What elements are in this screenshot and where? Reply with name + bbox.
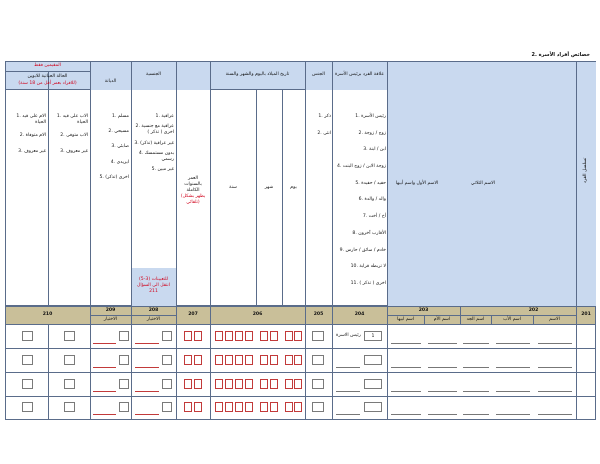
- year-box-2[interactable]: [235, 331, 243, 341]
- father-name-field[interactable]: [496, 367, 530, 368]
- code-209: 209: [105, 308, 116, 313]
- day-box-1[interactable]: [294, 402, 302, 412]
- age-box-1[interactable]: [194, 402, 202, 412]
- relation-code-box[interactable]: [364, 379, 382, 389]
- relation-options: 1. رئيس الأسرة 2. زوج / زوجة 3. ابن / ابنة 4. زوجة الابن / زوج البنت 5. حفيد / حفيدة 6. والد / والدة 7. أخ / أخت 8. الأقارب آخرون 9. خادم / سائق / حارس 10. لا تربطه قرابة 11. اخرى ( تذكر ): [336, 114, 386, 286]
- month-box-1[interactable]: [270, 379, 278, 389]
- day-box-2[interactable]: [285, 355, 293, 365]
- mother-name-field[interactable]: [428, 367, 457, 368]
- father-status-box[interactable]: [64, 331, 75, 341]
- grandfather-name-field[interactable]: [463, 414, 489, 415]
- dob-year: سنة: [229, 185, 237, 190]
- sub-first-name: الاسم: [549, 317, 560, 322]
- nationality-note: للتعيينات (3-5) انتقل الى السؤال 211: [137, 277, 170, 295]
- religion-header-top: [90, 62, 131, 90]
- religion-other-field[interactable]: [93, 391, 116, 392]
- sex-box[interactable]: [312, 402, 324, 412]
- mother-name-field[interactable]: [428, 414, 457, 415]
- month-box-1[interactable]: [270, 331, 278, 341]
- mother-father-name-field[interactable]: [391, 391, 421, 392]
- code-207: 207: [188, 312, 198, 317]
- mother-father-name-field[interactable]: [391, 414, 421, 415]
- mother-name-field[interactable]: [428, 391, 457, 392]
- relation-field[interactable]: [336, 391, 360, 392]
- year-box-3[interactable]: [225, 379, 233, 389]
- sex-options: 1. ذكر 2. انثى: [317, 114, 331, 136]
- dob-month: شهر: [264, 185, 274, 190]
- month-box-2[interactable]: [260, 355, 268, 365]
- mother-status-box[interactable]: [22, 355, 33, 365]
- code-203: 203: [418, 308, 429, 313]
- age-box-2[interactable]: [184, 379, 192, 389]
- year-box-2[interactable]: [235, 402, 243, 412]
- religion-box[interactable]: [119, 402, 129, 412]
- mother-status-box[interactable]: [22, 331, 33, 341]
- first-name-field[interactable]: [538, 343, 572, 344]
- religion-box[interactable]: [119, 355, 129, 365]
- day-box-2[interactable]: [285, 402, 293, 412]
- mother-name-field[interactable]: [428, 343, 457, 344]
- sub-father-name: اسم الأب: [503, 317, 521, 322]
- religion-other-field[interactable]: [93, 343, 116, 344]
- month-box-1[interactable]: [270, 402, 278, 412]
- first-name-field[interactable]: [538, 367, 572, 368]
- father-status-box[interactable]: [64, 379, 75, 389]
- mother-status-box[interactable]: [22, 402, 33, 412]
- mother-father-name-field[interactable]: [391, 343, 421, 344]
- year-box-4[interactable]: [215, 379, 223, 389]
- name-label: الاسم الأول واسم أبيها: [395, 181, 439, 186]
- day-box-1[interactable]: [294, 379, 302, 389]
- relation-code-box[interactable]: [364, 355, 382, 365]
- year-box-3[interactable]: [225, 355, 233, 365]
- father-status-box[interactable]: [64, 355, 75, 365]
- religion-other-field[interactable]: [93, 414, 116, 415]
- relation-field[interactable]: [336, 367, 360, 368]
- nationality-box[interactable]: [162, 355, 172, 365]
- year-box-4[interactable]: [215, 402, 223, 412]
- religion-options: 1. مسلم 2. مسيحي 3. صابئي 4. ايزيدي 5. اخرى (تذكر): [99, 114, 129, 180]
- year-box-4[interactable]: [215, 355, 223, 365]
- code-202: 202: [528, 308, 539, 313]
- dob-day: يوم: [290, 185, 297, 190]
- relation-code-box[interactable]: 1: [364, 331, 382, 341]
- nationality-other-field[interactable]: [135, 414, 159, 415]
- month-box-2[interactable]: [260, 402, 268, 412]
- year-box-1[interactable]: [245, 355, 253, 365]
- nationality-box[interactable]: [162, 331, 172, 341]
- nationality-other-field[interactable]: [135, 391, 159, 392]
- first-name-field[interactable]: [538, 391, 572, 392]
- day-box-2[interactable]: [285, 331, 293, 341]
- code-208: 208: [148, 308, 159, 313]
- religion-box[interactable]: [119, 331, 129, 341]
- section-title: 2. خصائص أفراد الأسرة: [531, 52, 590, 58]
- sub-choice-209: الاختيار: [103, 317, 118, 322]
- first-name-field[interactable]: [538, 414, 572, 415]
- serial-label: تسلسل الفرد: [582, 157, 588, 184]
- nationality-box[interactable]: [162, 402, 172, 412]
- code-204: 204: [354, 312, 365, 317]
- grandfather-name-field[interactable]: [463, 391, 489, 392]
- age-box-1[interactable]: [194, 379, 202, 389]
- religion-other-field[interactable]: [93, 367, 116, 368]
- code-210: 210: [42, 312, 53, 317]
- month-box-2[interactable]: [260, 331, 268, 341]
- day-box-1[interactable]: [294, 355, 302, 365]
- father-name-field[interactable]: [496, 343, 530, 344]
- year-box-3[interactable]: [225, 402, 233, 412]
- religion-box[interactable]: [119, 379, 129, 389]
- sub-grandfather-name: اسم الجد: [466, 317, 485, 322]
- relation-field[interactable]: [336, 414, 360, 415]
- age-box-1[interactable]: [194, 355, 202, 365]
- year-box-2[interactable]: [235, 379, 243, 389]
- mother-father-name-field[interactable]: [391, 367, 421, 368]
- month-box-2[interactable]: [260, 379, 268, 389]
- code-205: 205: [313, 312, 324, 317]
- relation-code-box[interactable]: [364, 402, 382, 412]
- mother-options: 1. الام على قيد الحياة 2. الام متوفاة 3. غير معروف: [16, 114, 46, 154]
- sub-choice-208: الاختيار: [146, 317, 161, 322]
- mother-status-box[interactable]: [22, 379, 33, 389]
- father-options: 1. الاب على قيد الحياة 2. الاب متوفى 3. غير معروف: [56, 114, 88, 154]
- year-box-3[interactable]: [225, 331, 233, 341]
- parents-title: الحالة الحياتية للابوين: [27, 74, 68, 79]
- nationality-other-field[interactable]: [135, 343, 159, 344]
- month-box-1[interactable]: [270, 355, 278, 365]
- age-note: (يظهر بشكل تلقائي): [180, 194, 206, 206]
- nationality-other-field[interactable]: [135, 367, 159, 368]
- grandfather-name-field[interactable]: [463, 367, 489, 368]
- dob-title: تاريخ الميلاد باليوم والشهر والسنة: [225, 72, 290, 77]
- age-header-top: [176, 62, 210, 90]
- age-box-2[interactable]: [184, 355, 192, 365]
- sex-title: الجنس: [312, 72, 325, 77]
- sex-box[interactable]: [312, 331, 324, 341]
- age-box-1[interactable]: [194, 331, 202, 341]
- year-box-1[interactable]: [245, 402, 253, 412]
- day-box-1[interactable]: [294, 331, 302, 341]
- relation-row-label: رئيس الاسرة: [336, 333, 361, 338]
- year-box-1[interactable]: [245, 331, 253, 341]
- sex-box[interactable]: [312, 355, 324, 365]
- age-title: العمر بالسنوات الكاملة: [184, 176, 202, 194]
- grandfather-name-field[interactable]: [463, 343, 489, 344]
- age-box-2[interactable]: [184, 331, 192, 341]
- father-status-box[interactable]: [64, 402, 75, 412]
- day-box-2[interactable]: [285, 379, 293, 389]
- nationality-title: الجنسية: [146, 72, 161, 77]
- serial-header: [576, 62, 596, 306]
- father-name-field[interactable]: [496, 414, 530, 415]
- nationality-box[interactable]: [162, 379, 172, 389]
- year-box-4[interactable]: [215, 331, 223, 341]
- parents-note: (للافراد بعمر أقل من 18 سنة): [18, 81, 77, 86]
- father-name-field[interactable]: [496, 391, 530, 392]
- year-box-1[interactable]: [245, 379, 253, 389]
- age-box-2[interactable]: [184, 402, 192, 412]
- religion-title: الديانة: [104, 79, 117, 84]
- nationality-options: 1. عراقية 2. عراقية مع جنسية اخرى ( تذكر ) 3. غير عراقية (تذكر) 4. بدون مستمسك رسمي 5. غير مبين: [134, 114, 174, 173]
- parents-group: المقيمين فقط: [34, 63, 61, 68]
- sub-mother-father-name: اسم ابيها: [396, 317, 415, 322]
- relation-title: علاقة الفرد برئيس الأسرة: [334, 72, 385, 77]
- code-206: 206: [252, 312, 263, 317]
- sub-mother-name: اسم الأم: [433, 317, 451, 322]
- name-group-label: الاسم الثلاثي: [470, 181, 496, 186]
- code-201: 201: [581, 312, 591, 317]
- sex-box[interactable]: [312, 379, 324, 389]
- year-box-2[interactable]: [235, 355, 243, 365]
